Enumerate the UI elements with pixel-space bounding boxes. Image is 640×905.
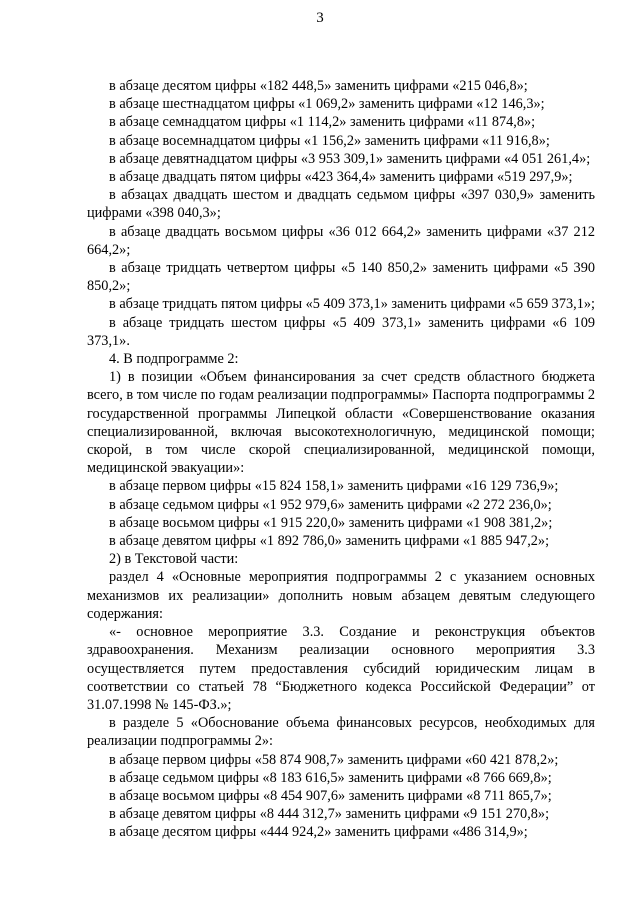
paragraph: в абзаце восьмом цифры «1 915 220,0» заменить цифрами «1 908 381,2»;: [109, 514, 553, 531]
paragraph: в абзаце первом цифры «15 824 158,1» заменить цифрами «16 129 736,9»;: [109, 478, 559, 495]
paragraph: в абзаце девятом цифры «1 892 786,0» заменить цифрами «1 885 947,2»;: [109, 533, 550, 550]
paragraph: в абзаце восьмом цифры «8 454 907,6» заменить цифрами «8 711 865,7»;: [109, 787, 552, 804]
paragraph: 2) в Текстовой части:: [109, 551, 239, 568]
paragraph: в абзаце тридцать пятом цифры «5 409 373,1» заменить цифрами «5 659 373,1»;: [109, 296, 595, 313]
paragraph: в абзаце двадцать пятом цифры «423 364,4» заменить цифрами «519 297,9»;: [109, 169, 573, 186]
paragraph: в абзаце семнадцатом цифры «1 114,2» заменить цифрами «11 874,8»;: [109, 114, 536, 131]
page-number: 3: [316, 10, 324, 26]
paragraph: в абзаце восемнадцатом цифры «1 156,2» заменить цифрами «11 916,8»;: [109, 132, 550, 149]
paragraph: в абзаце шестнадцатом цифры «1 069,2» заменить цифрами «12 146,3»;: [109, 96, 545, 113]
paragraph: в абзаце десятом цифры «182 448,5» заменить цифрами «215 046,8»;: [109, 78, 528, 94]
paragraph: в абзаце седьмом цифры «1 952 979,6» заменить цифрами «2 272 236,0»;: [109, 496, 552, 513]
paragraph: раздел 4 «Основные мероприятия подпрограммы 2 с указанием основных механизмов их реализации» дополнить новым абзацем девятым следующего содержания:: [87, 569, 595, 622]
document-body: [87, 77, 595, 842]
paragraph: в абзаце тридцать шестом цифры «5 409 373,1» заменить цифрами «6 109 373,1».: [87, 314, 595, 349]
paragraph: в абзаце девятом цифры «8 444 312,7» заменить цифрами «9 151 270,8»;: [109, 806, 550, 823]
paragraph: «- основное мероприятие 3.3. Создание и реконструкция объектов здравоохранения. Механизм реализации основного мероприятия 3.3 осуществляется путем предоставления субсидий юридическим лицам в соответствии со статьей 78 “Бюджетного кодекса Российской Федерации” от 31.07.1998 № 145-ФЗ.»;: [87, 624, 595, 713]
paragraph: в абзаце тридцать четвертом цифры «5 140 850,2» заменить цифрами «5 390 850,2»;: [87, 260, 595, 295]
paragraph: в разделе 5 «Обоснование объема финансовых ресурсов, необходимых для реализации подпрограммы 2»:: [87, 715, 595, 750]
paragraph: в абзацах двадцать шестом и двадцать седьмом цифры «397 030,9» заменить цифрами «398 040,3»;: [87, 187, 595, 222]
paragraph: 1) в позиции «Объем финансирования за счет средств областного бюджета всего, в том числе по годам реализации подпрограммы» Паспорта подпрограммы 2 государственной программы Липецкой области «Совершенствование оказания специализированной, включая высокотехнологичную, медицинской помощи; скорой, в том числе скорой специализированной, медицинской помощи, медицинской эвакуации»:: [87, 369, 595, 477]
paragraph: в абзаце десятом цифры «444 924,2» заменить цифрами «486 314,9»;: [109, 824, 528, 841]
paragraph: в абзаце седьмом цифры «8 183 616,5» заменить цифрами «8 766 669,8»;: [109, 769, 552, 786]
section-heading: 4. В подпрограмме 2:: [109, 351, 239, 368]
paragraph: в абзаце первом цифры «58 874 908,7» заменить цифрами «60 421 878,2»;: [109, 751, 559, 768]
paragraph: в абзаце двадцать восьмом цифры «36 012 664,2» заменить цифрами «37 212 664,2»;: [87, 223, 595, 258]
paragraph: в абзаце девятнадцатом цифры «3 953 309,1» заменить цифрами «4 051 261,4»;: [109, 150, 591, 167]
